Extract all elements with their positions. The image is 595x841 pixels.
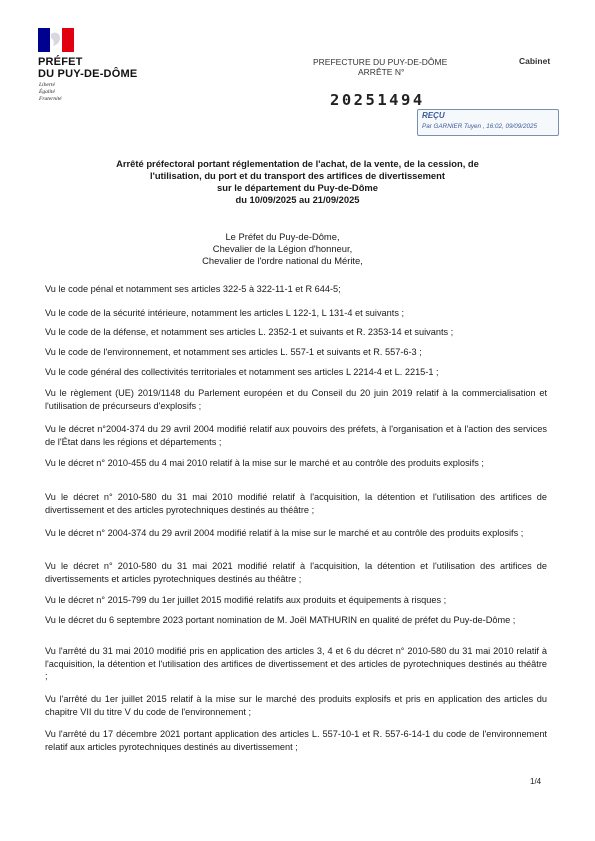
arrete-number: 20251494 [330,91,425,109]
arrete-label: ARRÊTE N° [358,67,405,77]
visa-paragraph: Vu le code de la sécurité intérieure, notamment les articles L 122-1, L 131-4 et suivants ; [45,308,405,318]
prefet-line-1: PRÉFET [38,56,83,68]
devise-fraternite: Fraternité [39,96,62,102]
visa-paragraph: Vu le décret n° 2010-580 du 31 mai 2010 modifié relatif à l'acquisition, la détention et l'utilisation des artifices de divertissement et des articles pyrotechniques destinés au théâtre ; [45,492,547,515]
prefecture-header: PREFECTURE DU PUY-DE-DÔME [313,57,448,67]
recu-stamp [417,109,559,136]
prefet-title-line: Le Préfet du Puy-de-Dôme, [225,231,340,242]
visa-paragraph: Vu le décret n° 2010-455 du 4 mai 2010 relatif à la mise sur le marché et au contrôle des produits explosifs ; [45,458,484,468]
marianne-icon [38,28,74,52]
visa-paragraph: Vu le décret n°2004-374 du 29 avril 2004 modifié relatif aux pouvoirs des préfets, à l'organisation et à l'action des services de l'État dans les régions et départements ; [45,424,547,447]
cabinet-label: Cabinet [519,56,551,66]
visa-paragraph: Vu le décret n° 2004-374 du 29 avril 2004 modifié relatif à la mise sur le marché et au contrôle des produits explosifs ; [45,528,524,538]
visa-paragraph: Vu l'arrêté du 1er juillet 2015 relatif à la mise sur le marché des produits explosifs et pris en application des articles du chapitre VII du titre V du code de l'environnement ; [45,694,547,717]
title-line: Arrêté préfectoral portant réglementation de l'achat, de la vente, de la cession, de [116,158,479,169]
marianne-logo [38,28,74,52]
prefet-line-2: DU PUY-DE-DÔME [38,68,138,80]
visa-paragraph: Vu le décret n° 2010-580 du 31 mai 2021 modifié relatif à l'acquisition, la détention et l'utilisation des artifices de divertissements et articles pyrotechniques destinés au théâtre ; [45,561,547,584]
recu-details: Par GARNIER Tuyen , 16:02, 09/09/2025 [422,123,538,130]
visa-paragraph: Vu l'arrêté du 17 décembre 2021 portant application des articles L. 557-10-1 et R. 557-6-14-1 du code de l'environnement relatif aux articles pyrotechniques destinés au divertissement ; [45,729,547,752]
title-line: sur le département du Puy-de-Dôme [217,182,378,193]
document-title [60,158,535,206]
visa-paragraph: Vu le décret du 6 septembre 2023 portant nomination de M. Joël MATHURIN en qualité de préfet du Puy-de-Dôme ; [45,615,516,625]
visa-paragraph: Vu l'arrêté du 31 mai 2010 modifié pris en application des articles 3, 4 et 6 du décret n° 2010-580 du 31 mai 2010 relatif à l'acquisition, la détention et l'utilisation des artifices de divertissement et des articles de pyrotechniques destinés au théâtre ; [45,646,547,682]
visa-paragraph: Vu le règlement (UE) 2019/1148 du Parlement européen et du Conseil du 20 juin 2019 relatif à la commercialisation et l'utilisation de précurseurs d'explosifs ; [45,388,547,411]
prefet-wordmark [38,56,137,80]
title-line: l'utilisation, du port et du transport des artifices de divertissement [150,170,445,181]
visa-paragraph: Vu le code de la défense, et notamment ses articles L. 2352-1 et suivants et R. 2353-14 et suivants ; [45,327,454,337]
devise-egalite: Égalité [39,89,55,95]
visa-paragraph: Vu le décret n° 2015-799 du 1er juillet 2015 modifié relatifs aux produits et équipements à risques ; [45,595,447,605]
visa-paragraph: Vu le code de l'environnement, et notamment ses articles L. 557-1 et suivants et R. 557-6-3 ; [45,347,422,357]
visa-paragraph: Vu le code général des collectivités territoriales et notamment ses articles L 2214-4 et L. 2215-1 ; [45,367,439,377]
page-number: 1/4 [530,777,542,786]
devise [39,82,62,103]
visa-paragraph: Vu le code pénal et notamment ses articles 322-5 à 322-11-1 et R 644-5; [45,284,341,294]
recu-label: REÇU [422,111,445,120]
devise-liberte: Liberté [39,82,55,88]
prefet-titles [150,231,415,266]
title-line: du 10/09/2025 au 21/09/2025 [235,194,360,205]
prefet-title-line: Chevalier de l'ordre national du Mérite, [202,254,363,266]
prefet-title-line: Chevalier de la Légion d'honneur, [212,242,353,254]
